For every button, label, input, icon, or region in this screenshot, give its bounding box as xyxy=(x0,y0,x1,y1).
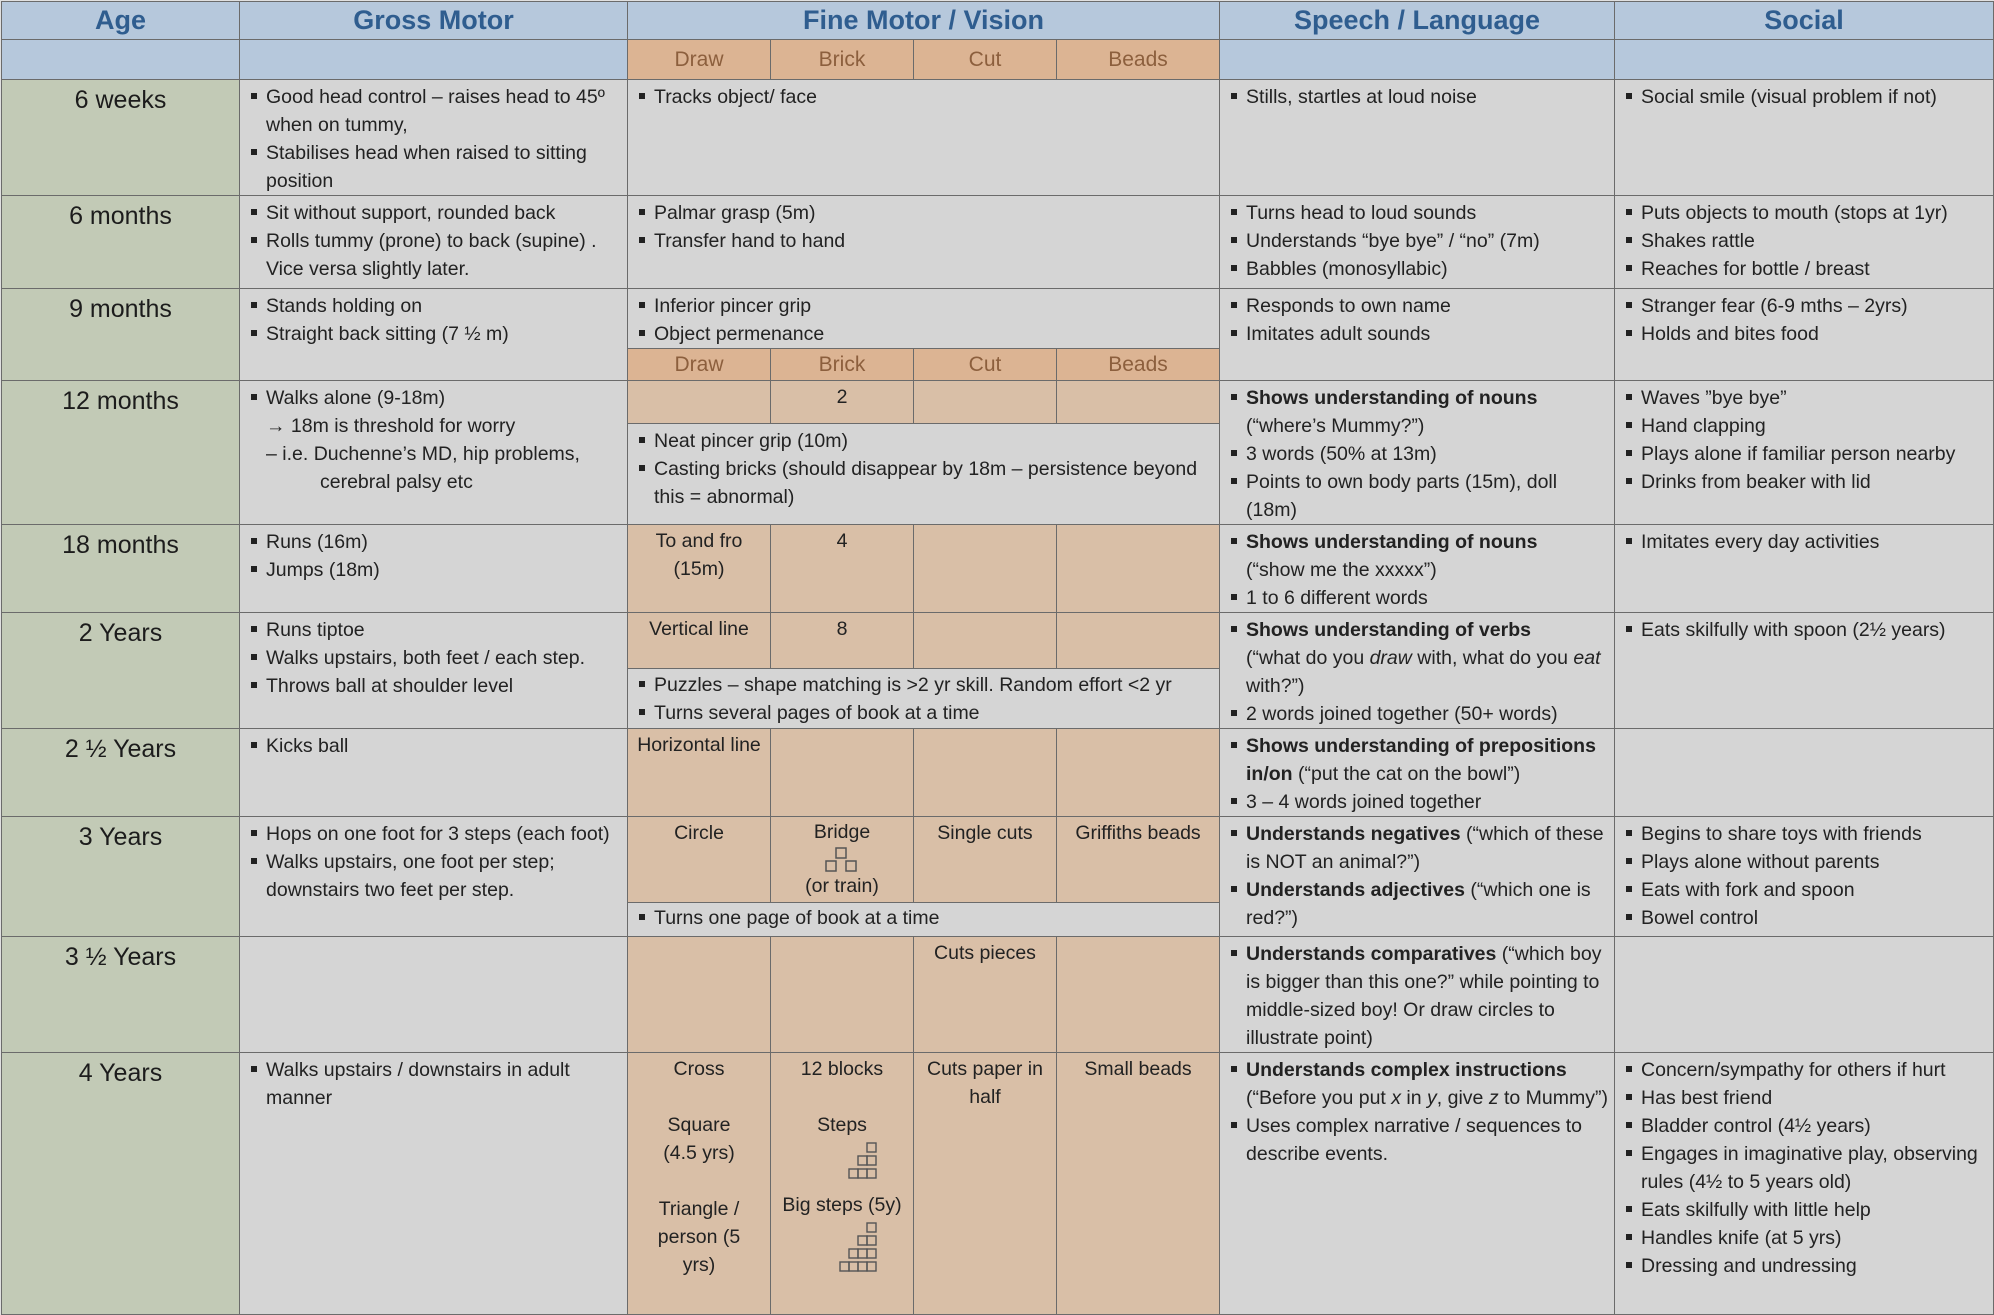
text: , give xyxy=(1436,1087,1489,1109)
list-item: 2 words joined together (50+ words) xyxy=(1228,700,1608,728)
list-item: Stands holding on xyxy=(248,292,621,320)
speech-cell xyxy=(1220,937,1615,1053)
text: (“what do you xyxy=(1246,647,1370,669)
brick-cell xyxy=(771,937,914,1053)
list-item: Transfer hand to hand xyxy=(636,227,1213,255)
list-item: Imitates every day activities xyxy=(1623,528,1987,556)
subheader-cut: Cut xyxy=(914,40,1057,80)
italic-text: x xyxy=(1391,1087,1402,1109)
brick-cell xyxy=(771,729,914,817)
list-item: Jumps (18m) xyxy=(248,556,621,584)
list-item xyxy=(1228,940,1608,1052)
age-cell: 6 months xyxy=(2,196,240,289)
list-item: Plays alone without parents xyxy=(1623,848,1987,876)
fine-motor-cell xyxy=(628,289,1220,349)
text: (“put the cat on the bowl”) xyxy=(1292,763,1521,785)
italic-text: eat xyxy=(1573,647,1601,669)
list-item: cerebral palsy etc xyxy=(320,471,473,493)
draw-item: Triangle / person (5 yrs) xyxy=(657,1198,741,1276)
header-gross-motor: Gross Motor xyxy=(240,2,628,40)
list-item: Palmar grasp (5m) xyxy=(636,199,1213,227)
cut-cell: Single cuts xyxy=(914,817,1057,903)
list-item: Stills, startles at loud noise xyxy=(1228,83,1608,111)
list-item-text: (“where’s Mummy?”) xyxy=(1246,415,1425,437)
header-fine-motor-vision: Fine Motor / Vision xyxy=(628,2,1220,40)
fine-motor-cell xyxy=(628,669,1220,729)
brick-cell xyxy=(771,1053,914,1315)
gross-motor-cell xyxy=(240,196,628,289)
social-cell xyxy=(1615,613,1994,729)
list-item: Bladder control (4½ years) xyxy=(1623,1112,1987,1140)
speech-cell xyxy=(1220,613,1615,729)
list-item: Casting bricks (should disappear by 18m – persistence beyond this = abnormal) xyxy=(636,455,1213,511)
social-cell xyxy=(1615,525,1994,613)
list-item: Holds and bites food xyxy=(1623,320,1987,348)
list-item: Handles knife (at 5 yrs) xyxy=(1623,1224,1987,1252)
list-item: 3 words (50% at 13m) xyxy=(1228,440,1608,468)
brick-item: Steps xyxy=(817,1114,867,1136)
list-item: Kicks ball xyxy=(248,732,621,760)
table-row xyxy=(2,613,1994,669)
list-item: Imitates adult sounds xyxy=(1228,320,1608,348)
draw-cell: Vertical line xyxy=(628,613,771,669)
list-item xyxy=(1228,528,1608,584)
bridge-blocks-icon xyxy=(822,847,862,873)
text: with, what do you xyxy=(1411,647,1574,669)
cut-cell xyxy=(914,525,1057,613)
list-item-text: (“show me the xxxxx”) xyxy=(1246,559,1437,581)
age-cell: 12 months xyxy=(2,381,240,525)
italic-text: draw xyxy=(1369,647,1412,669)
age-cell: 3 ½ Years xyxy=(2,937,240,1053)
draw-cell xyxy=(628,381,771,424)
social-cell xyxy=(1615,817,1994,937)
beads-cell xyxy=(1057,525,1220,613)
bold-text: Understands comparatives xyxy=(1246,943,1497,965)
fine-motor-cell xyxy=(628,424,1220,525)
gross-motor-cell xyxy=(240,729,628,817)
speech-cell xyxy=(1220,817,1615,937)
list-item: Walks upstairs / downstairs in adult manner xyxy=(248,1056,621,1112)
subheader-blank xyxy=(1220,40,1615,80)
list-item: Object permenance xyxy=(636,320,1213,348)
gross-motor-cell xyxy=(240,80,628,196)
brick-cell xyxy=(771,817,914,903)
draw-cell xyxy=(628,1053,771,1315)
age-cell: 18 months xyxy=(2,525,240,613)
brick-item: 12 blocks xyxy=(800,1058,884,1080)
list-item xyxy=(1228,1056,1608,1112)
list-item xyxy=(1228,820,1608,876)
draw-cell xyxy=(628,937,771,1053)
table-row xyxy=(2,289,1994,349)
italic-text: z xyxy=(1488,1087,1499,1109)
list-item: Puzzles – shape matching is >2 yr skill. Random effort <2 yr xyxy=(636,671,1213,699)
social-cell xyxy=(1615,381,1994,525)
beads-cell xyxy=(1057,937,1220,1053)
gross-motor-cell xyxy=(240,1053,628,1315)
text: with?”) xyxy=(1246,675,1305,697)
list-item: Social smile (visual problem if not) xyxy=(1623,83,1987,111)
beads-cell: Small beads xyxy=(1057,1053,1220,1315)
list-item: Walks alone (9-18m) xyxy=(248,384,621,412)
bold-text: Understands adjectives xyxy=(1246,879,1465,901)
table-row xyxy=(2,729,1994,817)
bold-text: Shows understanding of verbs xyxy=(1246,619,1531,641)
list-item: Has best friend xyxy=(1623,1084,1987,1112)
list-item: Straight back sitting (7 ½ m) xyxy=(248,320,621,348)
bold-text: Understands complex instructions xyxy=(1246,1059,1567,1081)
subheader-draw: Draw xyxy=(628,40,771,80)
social-cell xyxy=(1615,80,1994,196)
list-item: Walks upstairs, both feet / each step. xyxy=(248,644,621,672)
bold-text: Shows understanding of prepositions in/on xyxy=(1246,735,1596,785)
list-item: 3 – 4 words joined together xyxy=(1228,788,1608,816)
draw-item: Square (4.5 yrs) xyxy=(663,1114,735,1164)
speech-cell xyxy=(1220,1053,1615,1315)
text: (“which of these is NOT an animal?”) xyxy=(1246,823,1604,873)
list-item: Sit without support, rounded back xyxy=(248,199,621,227)
brick-cell: 2 xyxy=(771,381,914,424)
cut-cell: Cuts paper in half xyxy=(914,1053,1057,1315)
table-row xyxy=(2,80,1994,196)
list-item: Understands “bye bye” / “no” (7m) xyxy=(1228,227,1608,255)
gross-motor-cell xyxy=(240,525,628,613)
bold-text: Shows understanding of nouns xyxy=(1246,387,1538,409)
cut-cell: Cuts pieces xyxy=(914,937,1057,1053)
gross-motor-cell xyxy=(240,289,628,381)
table-row xyxy=(2,196,1994,289)
list-item: Eats skilfully with spoon (2½ years) xyxy=(1623,616,1987,644)
list-item: Drinks from beaker with lid xyxy=(1623,468,1987,496)
list-item: Begins to share toys with friends xyxy=(1623,820,1987,848)
table-row xyxy=(2,1053,1994,1315)
beads-cell: Griffiths beads xyxy=(1057,817,1220,903)
list-item: Uses complex narrative / sequences to describe events. xyxy=(1228,1112,1608,1168)
list-item: Runs (16m) xyxy=(248,528,621,556)
list-item: Turns several pages of book at a time xyxy=(636,699,1213,727)
cut-cell xyxy=(914,729,1057,817)
list-item: Plays alone if familiar person nearby xyxy=(1623,440,1987,468)
list-item: Throws ball at shoulder level xyxy=(248,672,621,700)
gross-motor-cell xyxy=(240,381,628,525)
social-cell xyxy=(1615,1053,1994,1315)
draw-cell: To and fro (15m) xyxy=(628,525,771,613)
bold-text: Understands negatives xyxy=(1246,823,1461,845)
list-item: Stranger fear (6-9 mths – 2yrs) xyxy=(1623,292,1987,320)
list-item: – i.e. Duchenne’s MD, hip problems, xyxy=(266,443,580,465)
list-item: Hand clapping xyxy=(1623,412,1987,440)
list-item: Turns head to loud sounds xyxy=(1228,199,1608,227)
fine-motor-cell xyxy=(628,903,1220,937)
table-row xyxy=(2,525,1994,613)
age-cell: 2 ½ Years xyxy=(2,729,240,817)
list-item: Neat pincer grip (10m) xyxy=(636,427,1213,455)
list-item: Shakes rattle xyxy=(1623,227,1987,255)
list-item: Babbles (monosyllabic) xyxy=(1228,255,1608,283)
development-milestones-table xyxy=(1,1,1994,1315)
beads-cell xyxy=(1057,729,1220,817)
list-item: Turns one page of book at a time xyxy=(636,904,1213,932)
list-item: Concern/sympathy for others if hurt xyxy=(1623,1056,1987,1084)
social-cell xyxy=(1615,729,1994,817)
brick-item: Big steps (5y) xyxy=(782,1194,902,1216)
age-cell: 4 Years xyxy=(2,1053,240,1315)
subheader-blank xyxy=(1615,40,1994,80)
subheader-draw: Draw xyxy=(628,349,771,381)
list-item: Reaches for bottle / breast xyxy=(1623,255,1987,283)
table-row xyxy=(2,937,1994,1053)
list-item: Puts objects to mouth (stops at 1yr) xyxy=(1623,199,1987,227)
speech-cell xyxy=(1220,80,1615,196)
text: (“Before you put xyxy=(1246,1087,1392,1109)
subheader-beads: Beads xyxy=(1057,349,1220,381)
draw-item: Cross xyxy=(673,1058,725,1080)
list-item: Inferior pincer grip xyxy=(636,292,1213,320)
beads-cell xyxy=(1057,613,1220,669)
list-item: Waves ”bye bye” xyxy=(1623,384,1987,412)
table-row xyxy=(2,381,1994,424)
draw-cell: Circle xyxy=(628,817,771,903)
brick-cell: 8 xyxy=(771,613,914,669)
age-cell: 6 weeks xyxy=(2,80,240,196)
list-item: Runs tiptoe xyxy=(248,616,621,644)
speech-cell xyxy=(1220,729,1615,817)
subheader-brick: Brick xyxy=(771,349,914,381)
list-item: 1 to 6 different words xyxy=(1228,584,1608,612)
list-item: → 18m is threshold for worry xyxy=(266,415,516,437)
beads-cell xyxy=(1057,381,1220,424)
brick-note: (or train) xyxy=(805,875,879,897)
cut-cell xyxy=(914,613,1057,669)
age-cell: 9 months xyxy=(2,289,240,381)
subheader-brick: Brick xyxy=(771,40,914,80)
fine-motor-cell xyxy=(628,80,1220,196)
age-cell: 3 Years xyxy=(2,817,240,937)
social-cell xyxy=(1615,196,1994,289)
list-item xyxy=(1228,384,1608,440)
social-cell xyxy=(1615,937,1994,1053)
list-item: Hops on one foot for 3 steps (each foot) xyxy=(248,820,621,848)
text: to Mummy”) xyxy=(1498,1087,1608,1109)
big-steps-blocks-icon xyxy=(825,1221,881,1277)
list-item: Engages in imaginative play, observing rules (4½ to 5 years old) xyxy=(1623,1140,1987,1196)
brick-cell: 4 xyxy=(771,525,914,613)
list-item: Good head control – raises head to 45º when on tummy, xyxy=(248,83,621,139)
subheader-beads: Beads xyxy=(1057,40,1220,80)
list-item: Points to own body parts (15m), doll (18m) xyxy=(1228,468,1608,524)
list-item: Rolls tummy (prone) to back (supine) . Vice versa slightly later. xyxy=(248,227,621,283)
list-item: Eats with fork and spoon xyxy=(1623,876,1987,904)
header-age: Age xyxy=(2,2,240,40)
list-item: Bowel control xyxy=(1623,904,1987,932)
list-item xyxy=(1228,876,1608,932)
steps-blocks-icon xyxy=(839,1141,881,1183)
list-item: Tracks object/ face xyxy=(636,83,1213,111)
speech-cell xyxy=(1220,525,1615,613)
italic-text: y xyxy=(1427,1087,1437,1109)
subheader-cut: Cut xyxy=(914,349,1057,381)
cut-cell xyxy=(914,381,1057,424)
text: in xyxy=(1401,1087,1428,1109)
header-social: Social xyxy=(1615,2,1994,40)
list-item xyxy=(1228,616,1608,700)
draw-cell: Horizontal line xyxy=(628,729,771,817)
list-item: Responds to own name xyxy=(1228,292,1608,320)
subheader-blank xyxy=(2,40,240,80)
brick-label: Bridge xyxy=(813,821,871,843)
list-item xyxy=(1228,732,1608,788)
list-item: Dressing and undressing xyxy=(1623,1252,1987,1280)
header-speech-language: Speech / Language xyxy=(1220,2,1615,40)
table-row xyxy=(2,817,1994,903)
social-cell xyxy=(1615,289,1994,381)
gross-motor-cell xyxy=(240,613,628,729)
speech-cell xyxy=(1220,289,1615,381)
list-item: Eats skilfully with little help xyxy=(1623,1196,1987,1224)
gross-motor-cell xyxy=(240,817,628,937)
bold-text: Shows understanding of nouns xyxy=(1246,531,1538,553)
age-cell: 2 Years xyxy=(2,613,240,729)
text: (“which one is red?”) xyxy=(1246,879,1591,929)
list-item: Walks upstairs, one foot per step; downstairs two feet per step. xyxy=(248,848,621,904)
speech-cell xyxy=(1220,196,1615,289)
subheader-blank xyxy=(240,40,628,80)
text: (“which boy is bigger than this one?” while pointing to middle-sized boy! Or draw circles to illustrate point) xyxy=(1246,943,1602,1049)
list-item: Stabilises head when raised to sitting position xyxy=(248,139,621,195)
speech-cell xyxy=(1220,381,1615,525)
fine-motor-cell xyxy=(628,196,1220,289)
gross-motor-cell xyxy=(240,937,628,1053)
